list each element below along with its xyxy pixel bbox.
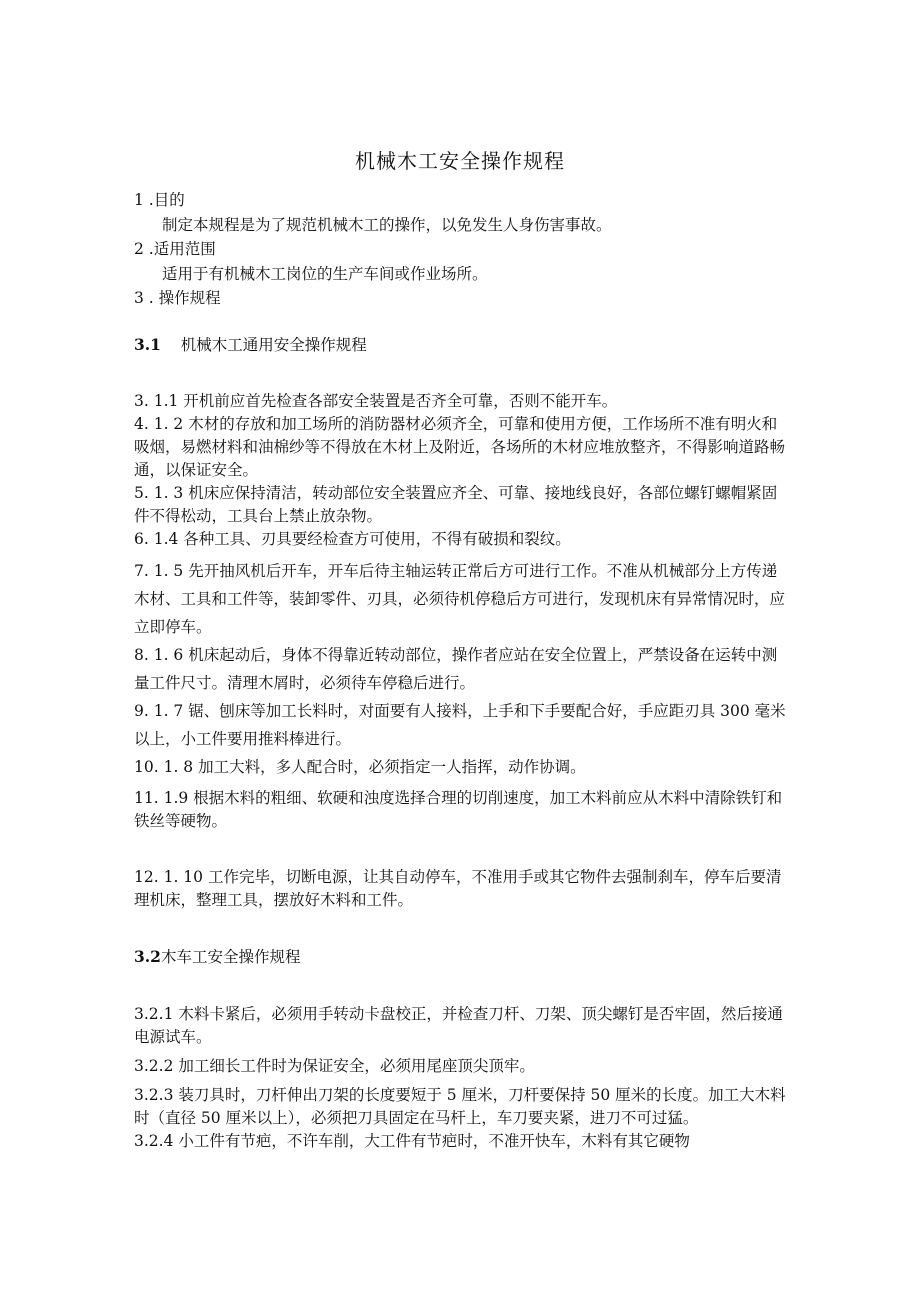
subsection-title: 机械木工通用安全操作规程 [180,335,367,354]
list-item: 4. 1. 2 木材的存放和加工场所的消防器材必须齐全，可靠和使用方便，工作场所不准有明火和吸烟，易燃材料和油棉纱等不得放在木材上及附近，各场所的木材应堆放整齐，不得影响道路畅通，以保证安全。 [134,415,786,479]
subsection-heading-3-2 [134,945,789,970]
list-item: 3.2.4 小工件有节疤，不许车削，大工件有节疤时，不准开快车，木料有其它硬物 [134,1131,690,1150]
list-item: 3.2.1 木料卡紧后，必须用手转动卡盘校正，并检查刀杆、刀架、顶尖螺钉是否牢固，然后接通电源试车。 [134,1004,783,1046]
list-item: 12. 1. 10 工作完毕，切断电源，让其自动停车，不准用手或其它物件去强制刹车，停车后要清理机床，整理工具，摆放好木料和工件。 [134,868,782,909]
list-item: 9. 1. 7 锯、刨床等加工长料时，对面要有人接料，上手和下手要配合好，手应距刃具 300 毫米以上，小工件要用推料棒进行。 [134,702,786,748]
list-item: 3.2.2 加工细长工件时为保证安全，必须用尾座顶尖顶牢。 [134,1056,535,1075]
list-item: 10. 1. 8 加工大料，多人配合时，必须指定一人指挥，动作协调。 [134,758,586,776]
subsection-heading-3-1 [134,333,789,358]
list-item: 8. 1. 6 机床起动后，身体不得靠近转动部位，操作者应站在安全位置上，严禁设备在运转中测量工件尺寸。清理木屑时，必须待车停稳后进行。 [134,646,778,692]
subsection-number: 3.1 [134,334,161,354]
document-title: 机械木工安全操作规程 [355,149,565,173]
subsection-title: 木车工安全操作规程 [160,948,301,966]
list-item: 3.2.3 装刀具时，刀杆伸出刀架的长度要短于 5 厘米，刀杆要保持 50 厘米的长度。加工大木料时（直径 50 厘米以上），必须把刀具固定在马杆上，车刀要夹紧，进刀不可过猛。 [134,1085,786,1127]
list-item: 7. 1. 5 先开抽风机后开车，开车后待主轴运转正常后方可进行工作。不准从机械部分上方传递木材、工具和工件等，装卸零件、刃具，必须待机停稳后方可进行，发现机床有异常情况时，应立即停车。 [134,562,786,636]
section-text-purpose: 制定本规程是为了规范机械木工的操作，以免发生人身伤害事故。 [162,215,612,234]
section-heading-purpose: 1 .目的 [134,191,185,209]
section-text-scope: 适用于有机械木工岗位的生产车间或作业场所。 [162,264,488,283]
section-heading-procedures: 3 . 操作规程 [134,289,221,307]
document-body [134,188,789,1153]
section-heading-scope: 2 .适用范围 [134,240,216,258]
subsection-number: 3.2 [134,947,161,966]
list-item: 5. 1. 3 机床应保持清洁，转动部位安全装置应齐全、可靠、接地线良好，各部位螺钉螺帽紧固件不得松动，工具台上禁止放杂物。 [134,484,778,525]
list-item: 11. 1.9 根据木料的粗细、软硬和浊度选择合理的切削速度，加工木料前应从木料中清除铁钉和铁丝等硬物。 [134,789,783,830]
list-item: 3. 1.1 开机前应首先检查各部安全装置是否齐全可靠，否则不能开车。 [134,392,618,410]
list-item: 6. 1.4 各种工具、刃具要经检查方可使用，不得有破损和裂纹。 [134,530,571,548]
